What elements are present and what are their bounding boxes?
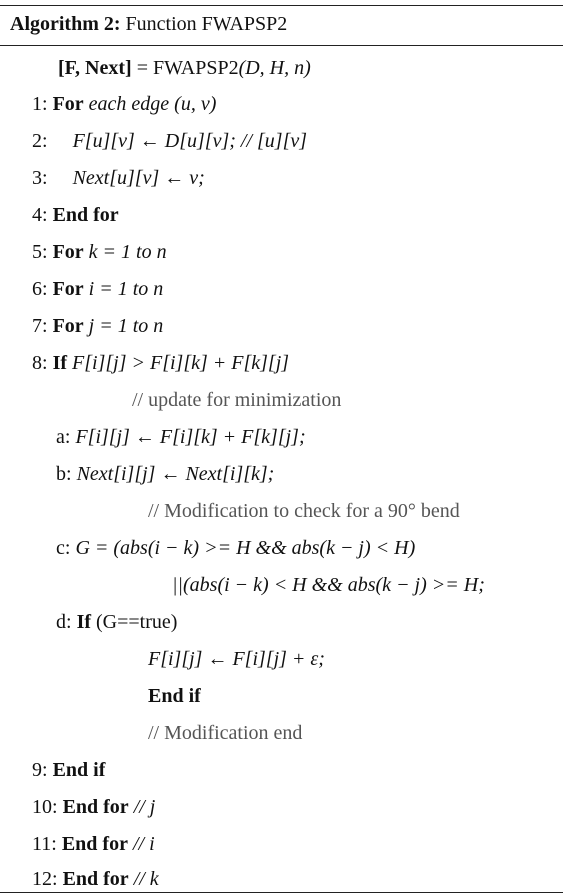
step-text: ||(abs(i − k) < H && abs(k − j) >= H; <box>172 574 485 596</box>
step-number: 7: <box>32 315 48 337</box>
step-text: i = 1 to n <box>88 278 164 300</box>
step-line <box>56 425 306 449</box>
step-number: 3: <box>32 167 48 189</box>
step-keyword: End if <box>148 685 201 707</box>
step-text: (G==true) <box>96 611 178 633</box>
step-text: k = 1 to n <box>88 241 167 263</box>
algorithm-header <box>10 13 287 36</box>
step-line <box>32 351 289 375</box>
step-text: // i <box>132 833 155 855</box>
step-line <box>32 92 216 116</box>
step-line <box>172 573 485 597</box>
step-keyword: For <box>52 278 84 300</box>
step-line <box>32 240 167 264</box>
step-keyword: End for <box>62 868 129 890</box>
step-keyword: End if <box>52 759 106 781</box>
step-number: 11: <box>32 833 57 855</box>
step-text: Next[i][j] ← Next[i][k]; <box>76 463 275 485</box>
header-rule <box>0 45 563 46</box>
step-number: 5: <box>32 241 48 263</box>
step-number: 10: <box>32 796 58 818</box>
step-number: 4: <box>32 204 48 226</box>
step-text: G = (abs(i − k) >= H && abs(k − j) < H) <box>75 537 416 559</box>
step-text: F[u][v] ← D[u][v]; // [u][v] <box>72 130 308 152</box>
step-text: F[i][j] ← F[i][k] + F[k][j]; <box>75 426 306 448</box>
step-keyword: For <box>52 93 84 115</box>
top-rule <box>0 5 563 6</box>
step-keyword: End for <box>52 204 119 226</box>
step-text: j = 1 to n <box>88 315 164 337</box>
step-comment: // update for minimization <box>132 389 342 411</box>
step-number: 9: <box>32 759 48 781</box>
step-comment: // Modification end <box>148 722 303 744</box>
algorithm-label: Algorithm 2: <box>10 13 121 35</box>
step-text: F[i][j] > F[i][k] + F[k][j] <box>72 352 290 374</box>
step-text: // j <box>133 796 156 818</box>
step-line <box>32 277 163 301</box>
step-line <box>32 867 159 891</box>
step-number: 2: <box>32 130 48 152</box>
step-line <box>56 610 177 634</box>
step-text: F[i][j] ← F[i][j] + ε; <box>148 648 325 670</box>
step-line <box>32 314 163 338</box>
step-number: 8: <box>32 352 48 374</box>
step-line <box>32 166 205 190</box>
step-text: Next[u][v] ← v; <box>72 167 205 189</box>
step-number: 1: <box>32 93 48 115</box>
step-line <box>56 462 274 486</box>
algorithm-title: Function FWAPSP2 <box>125 13 288 35</box>
step-keyword: If <box>76 611 92 633</box>
step-text: // k <box>133 868 159 890</box>
step-keyword: If <box>52 352 68 374</box>
step-number: 6: <box>32 278 48 300</box>
step-number: a: <box>56 426 71 448</box>
bottom-rule <box>0 892 563 893</box>
step-line <box>32 129 307 153</box>
step-comment: // Modification to check for a 90° bend <box>148 500 460 522</box>
step-number: b: <box>56 463 72 485</box>
signature-args: (D, H, n) <box>238 57 311 79</box>
step-line <box>148 684 201 708</box>
step-number: d: <box>56 611 72 633</box>
step-line <box>148 647 325 671</box>
signature-line <box>58 56 311 80</box>
signature-eq: = <box>136 57 148 79</box>
step-text: each edge (u, v) <box>88 93 217 115</box>
step-keyword: End for <box>62 796 129 818</box>
step-line <box>32 795 155 819</box>
step-number: 12: <box>32 868 58 890</box>
step-keyword: End for <box>61 833 128 855</box>
step-line <box>32 203 119 227</box>
signature-fn: FWAPSP2 <box>152 57 239 79</box>
step-number: c: <box>56 537 71 559</box>
step-line <box>32 832 155 856</box>
step-keyword: For <box>52 315 84 337</box>
step-line <box>32 758 105 782</box>
step-line <box>56 536 415 560</box>
step-keyword: For <box>52 241 84 263</box>
signature-lhs: [F, Next] <box>58 57 132 79</box>
